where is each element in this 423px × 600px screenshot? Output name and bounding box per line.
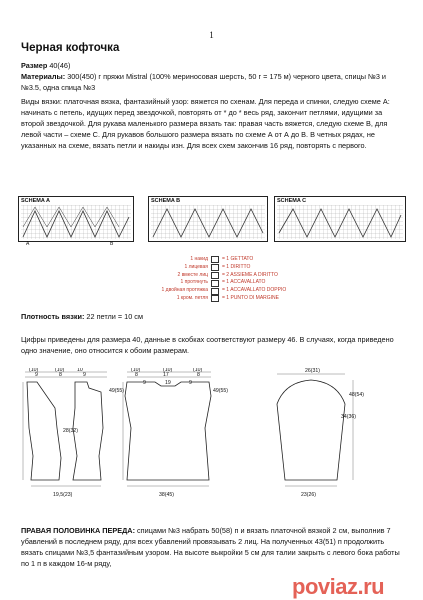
sleeve-dim-left: 48(54) bbox=[349, 392, 364, 398]
legend-it: = 1 PUNTO DI MARGINE bbox=[222, 294, 280, 301]
materials-text: 300(450) г пряжи Mistral (100% мериносовая шерсть, 50 г = 175 м) черного цвета, спицы №3 и №3.5, одна спица №3 bbox=[21, 72, 387, 92]
front-dim-top-1: (10) bbox=[29, 368, 39, 373]
knit-stitch-icon bbox=[211, 264, 219, 271]
front-dim-top-2: (10) bbox=[55, 368, 65, 373]
schema-a-grid bbox=[19, 197, 133, 241]
schema-b-label: SCHEMA B bbox=[151, 198, 181, 204]
back-dim-top-8: 19 bbox=[165, 380, 171, 386]
garment-schematics bbox=[15, 368, 415, 508]
slip-over-icon bbox=[211, 280, 219, 287]
back-dim-top-4: 8 bbox=[135, 372, 138, 378]
knit-two-together-icon bbox=[211, 272, 219, 279]
schema-a-chart bbox=[18, 196, 134, 242]
sizes-note: Цифры приведены для размера 40, данные в скобках соответствуют размеру 46. В случаях, когда приведено одно значение, оно относится к обоим размерам. bbox=[21, 335, 394, 355]
back-dim-top-6: 8 bbox=[197, 372, 200, 378]
legend-row bbox=[150, 256, 300, 264]
front-dim-top-6: 9 bbox=[83, 372, 86, 378]
sleeve-dim-top: 26(31) bbox=[305, 368, 320, 374]
legend-it: = 1 ACCAVALLATO DOPPIO bbox=[222, 287, 287, 294]
page-title: Черная кофточка bbox=[21, 42, 120, 54]
legend-ru: 1 накид bbox=[190, 256, 208, 262]
sleeve-diagram bbox=[277, 380, 345, 480]
back-dim-bottom: 38(45) bbox=[159, 492, 174, 498]
sleeve-dim-bottom: 23(26) bbox=[301, 492, 316, 498]
back-dim-left: 49(55) bbox=[213, 388, 228, 394]
back-dim-top-1: (10) bbox=[131, 368, 141, 373]
legend-row bbox=[150, 272, 300, 280]
front-dim-mid: 28(32) bbox=[63, 428, 78, 434]
size-label: Размер bbox=[21, 61, 48, 70]
materials-paragraph bbox=[21, 71, 406, 93]
gauge-label: Плотность вязки: bbox=[21, 312, 85, 321]
double-slip-icon bbox=[211, 288, 219, 295]
schema-b-grid bbox=[149, 197, 267, 241]
sleeve-dim-mid: 34(36) bbox=[341, 414, 356, 420]
schema-c-label: SCHEMA C bbox=[277, 198, 307, 204]
legend-row bbox=[150, 287, 300, 295]
edge-stitch-icon bbox=[211, 295, 219, 302]
legend-ru: 1 протянуть bbox=[180, 279, 208, 286]
section-text: спицами №3 набрать 50(58) п и вязать платочной вязкой 2 см, выполнив 7 убавлений в последнем ряду, для всех убавлений провязывать 2 лиц. На полученных 43(51) п продолжить вязать спицами №3,5 фантазийным узором. На высоте выкройки 5 см для талии закрыть с левого бока работы по 1 п в каждом 16-м ряду, bbox=[21, 526, 400, 568]
back-dim-top-3: (10) bbox=[193, 368, 203, 373]
legend-it: = 2 ASSIEME A DIRITTO bbox=[222, 271, 278, 278]
schema-a-mark-a: A bbox=[26, 241, 30, 247]
back-dim-top-7: 9 bbox=[143, 380, 146, 386]
legend-it: = 1 GETTATO bbox=[222, 256, 254, 262]
legend-ru: 1 кром. петля bbox=[176, 294, 208, 301]
section-paragraph bbox=[21, 525, 406, 569]
back-dim-top-5: 17 bbox=[163, 372, 169, 378]
legend-ru: 1 двойная протяжка bbox=[161, 287, 208, 294]
materials-label: Материалы: bbox=[21, 72, 66, 81]
front-dim-left: 49(55) bbox=[109, 388, 124, 394]
gauge-text: 22 петли = 10 см bbox=[86, 312, 143, 321]
back-dim-top-9: 9 bbox=[189, 380, 192, 386]
stitch-legend bbox=[150, 256, 300, 303]
schema-b-chart bbox=[148, 196, 268, 242]
legend-it: = 1 ACCAVALLATO bbox=[222, 279, 266, 286]
front-dim-top-3: 10 bbox=[77, 368, 83, 373]
schema-a-mark-b: B bbox=[110, 241, 114, 247]
section-heading: ПРАВАЯ ПОЛОВИНКА ПЕРЕДА: bbox=[21, 526, 135, 535]
legend-row bbox=[150, 264, 300, 272]
schema-c-chart bbox=[274, 196, 406, 242]
size-value: 40(46) bbox=[49, 61, 71, 70]
front-dim-bottom: 19,5(23) bbox=[53, 492, 73, 498]
schema-c-grid bbox=[275, 197, 405, 241]
legend-ru: 2 вместе лиц bbox=[177, 271, 208, 278]
back-piece-diagram bbox=[125, 382, 211, 480]
gauge-line bbox=[21, 311, 406, 322]
watermark-logo: poviaz.ru bbox=[292, 574, 385, 599]
legend-row bbox=[150, 295, 300, 303]
legend-it: = 1 DIRITTO bbox=[222, 263, 251, 270]
page-number: 1 bbox=[209, 30, 214, 40]
back-dim-top-2: (10) bbox=[163, 368, 173, 373]
patterns-paragraph: Виды вязки: платочная вязка, фантазийный узор: вяжется по схенам. Для переда и спинки, следую схеме А: начинать с петель, идущих перед звездочкой, повторять от * до * весь ряд, закончит петлями, идущими за второй звездочкой. Для рукава маленького размера вязать так: правая часть вяжется, следую схеме В, для левой части – схеме С. Для рукавов большого размера вязать по схеме А от А до В. В четных рядах, не указанных на схеме, вязать петли и накиды изн. Для всех схем закончив 16 ряд, повторять с первого. bbox=[21, 97, 390, 150]
legend-row bbox=[150, 279, 300, 287]
yarn-over-icon bbox=[211, 256, 219, 263]
legend-ru: 1 лицевая bbox=[184, 263, 208, 270]
size-line bbox=[21, 60, 406, 71]
front-dim-top-5: 8 bbox=[59, 372, 62, 378]
front-dim-top-4: 9 bbox=[35, 372, 38, 378]
schema-a-label: SCHEMA A bbox=[21, 198, 50, 204]
